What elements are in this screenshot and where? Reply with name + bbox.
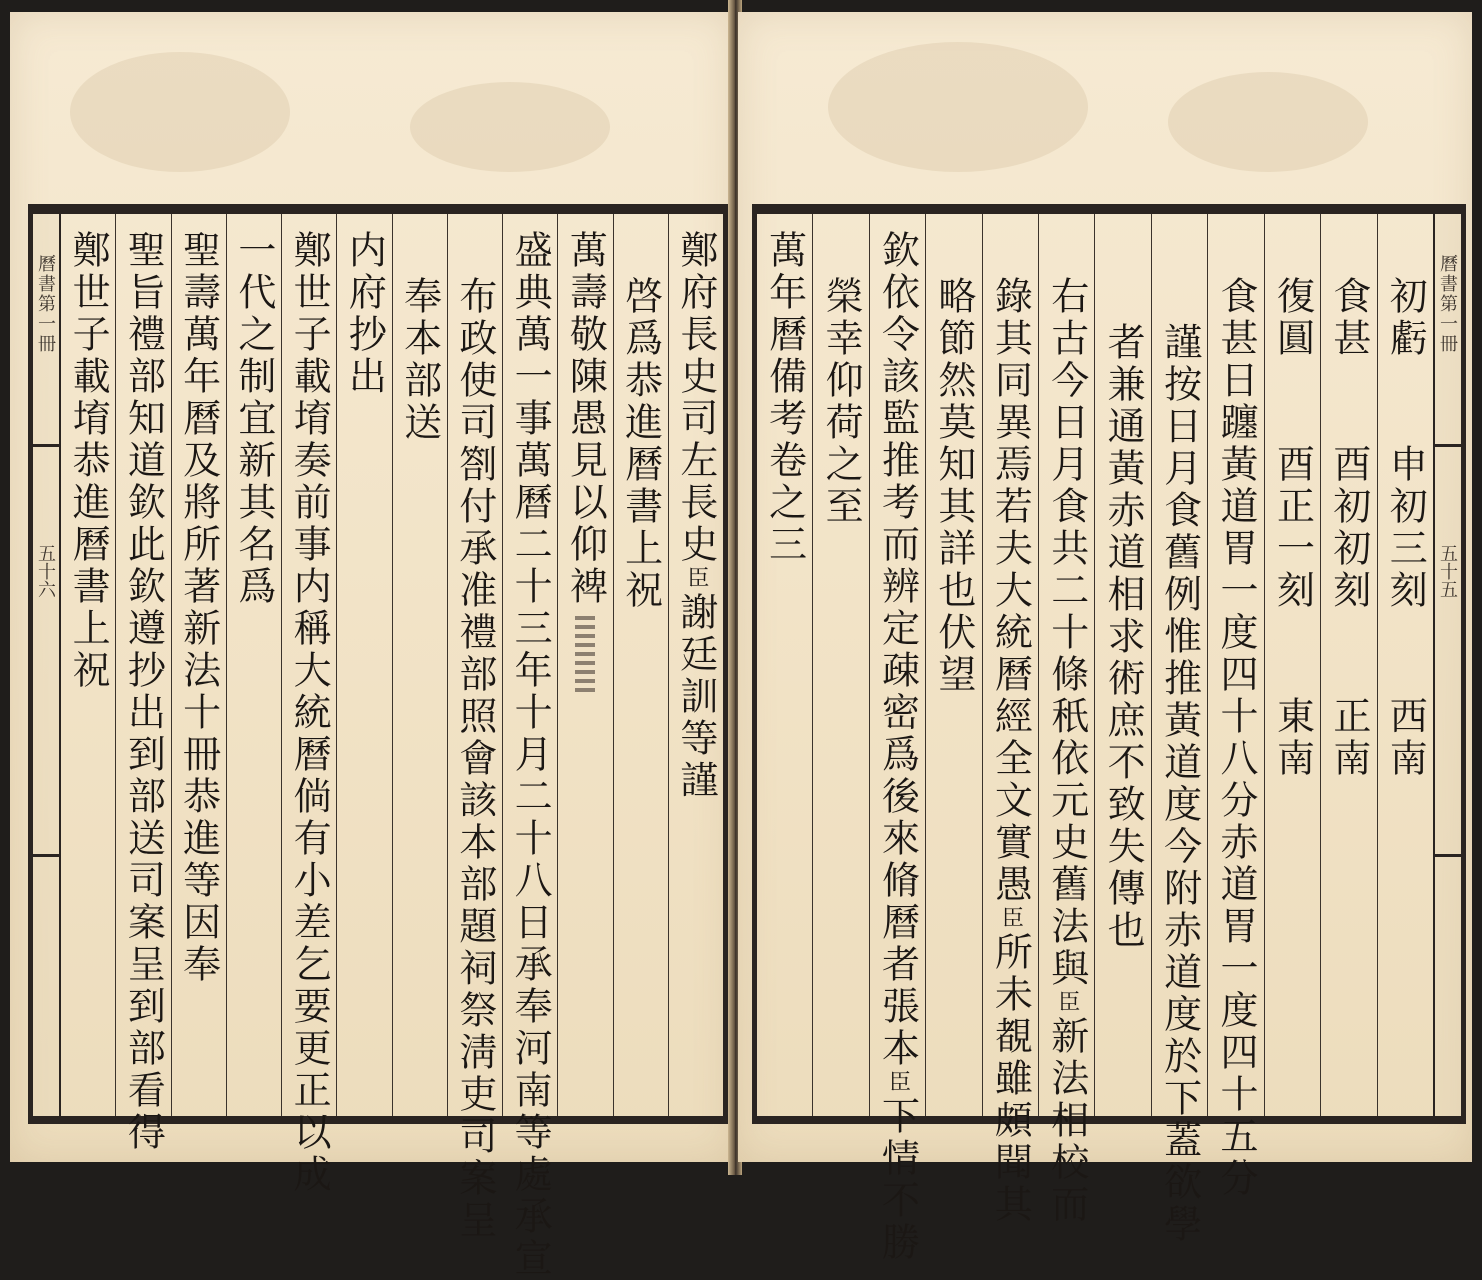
text-column: [1377, 214, 1433, 1116]
column-text: 聖壽萬年曆及將所著新法十冊恭進等因奉: [176, 230, 221, 986]
right-page: [738, 12, 1472, 1264]
column-text: 右古今日月食共二十條秖依元史舊法與: [1044, 276, 1089, 990]
column-text-small: 臣: [1054, 990, 1080, 1016]
text-column: [869, 214, 925, 1264]
column-text: 啓爲恭進曆書上祝: [618, 276, 663, 612]
right-text-frame: [752, 204, 1466, 1264]
column-text-small: 臣: [683, 566, 709, 592]
left-text-frame: [28, 204, 728, 1280]
column-text: 鄭世子載堉恭進曆書上祝: [66, 230, 111, 692]
text-column: [1038, 214, 1094, 1226]
column-text: 復圓 酉正一刻 東南: [1270, 276, 1315, 780]
text-column: [336, 214, 391, 1116]
text-column: [392, 214, 447, 1116]
text-column: [226, 214, 281, 1116]
text-column: [757, 214, 812, 1116]
column-text: 食甚日躔黃道胃一度四十八分赤道胃一度四十五分: [1214, 276, 1259, 1200]
column-text: 謝廷訓等謹: [673, 592, 718, 802]
column-text-small: 臣: [998, 906, 1024, 932]
text-column: [812, 214, 868, 1116]
text-column: [613, 214, 668, 1116]
right-fold-title: 曆書第一冊: [1437, 254, 1458, 354]
column-text: 萬年曆備考卷之三: [762, 230, 807, 566]
column-text: 内府抄出: [342, 230, 387, 398]
right-fold-margin: [1433, 214, 1463, 1116]
left-fold-title: 曆書第一冊: [35, 254, 56, 354]
column-text: 盛典萬一事萬曆二十三年十月二十八日承奉河南等處承宣: [508, 230, 553, 1280]
text-column: [557, 214, 612, 1116]
column-text: 初虧 申初三刻 西南: [1383, 276, 1428, 780]
text-column: [447, 214, 502, 1242]
text-column: [281, 214, 336, 1196]
text-column: [502, 214, 557, 1280]
column-text: 榮幸仰荷之至: [819, 276, 864, 528]
fishtail-mark: [33, 404, 59, 447]
column-text: 鄭世子載堉奏前事内稱大統曆倘有小差乞要更正以成: [287, 230, 332, 1196]
text-column: [1151, 214, 1207, 1246]
column-text: 萬壽敬陳愚見以仰裨: [563, 230, 608, 608]
text-column: [1207, 214, 1263, 1200]
right-fold-page-number: 五十五: [1437, 544, 1458, 598]
column-text: 錄其同異焉若夫大統曆經全文實愚: [988, 276, 1033, 906]
column-text-small: 臣: [885, 1070, 911, 1096]
fishtail-mark: [1435, 404, 1461, 447]
right-columns: [757, 214, 1433, 1264]
column-text: 一代之制宜新其名爲: [231, 230, 276, 608]
fishtail-mark: [1435, 814, 1461, 857]
left-fold-page-number: 五十六: [35, 544, 56, 598]
left-page: [10, 12, 732, 1280]
column-text: 略節然莫知其詳也伏望: [931, 276, 976, 696]
text-column: [982, 214, 1038, 1226]
column-text: 新法相校而: [1044, 1016, 1089, 1226]
text-column: [61, 214, 115, 1116]
column-text: 謹按日月食舊例惟推黃道度今附赤道度於下蓋欲學: [1157, 322, 1202, 1246]
seal-smudge: [575, 616, 595, 696]
column-text: 者兼通黃赤道相求術庶不致失傳也: [1101, 322, 1146, 952]
column-text: 鄭府長史司左長史: [673, 230, 718, 566]
column-text: 食甚 酉初初刻 正南: [1326, 276, 1371, 780]
text-column: [1264, 214, 1320, 1116]
column-text: 奉本部送: [397, 276, 442, 444]
column-text: 欽依令該監推考而辨定疎密爲後來脩曆者張本: [875, 230, 920, 1070]
text-column: [1320, 214, 1376, 1116]
text-column: [171, 214, 226, 1116]
text-column: [1094, 214, 1150, 1116]
fishtail-mark: [33, 814, 59, 857]
column-text: 下情不勝: [875, 1096, 920, 1264]
left-columns: [61, 214, 723, 1280]
text-column: [925, 214, 981, 1116]
column-text: 所未覩雖頗聞其: [988, 932, 1033, 1226]
column-text: 聖旨禮部知道欽此欽遵抄出到部送司案呈到部看得: [121, 230, 166, 1154]
text-column: [668, 214, 723, 1116]
left-fold-margin: [31, 214, 61, 1116]
text-column: [115, 214, 170, 1154]
column-text: 布政使司劄付承准禮部照會該本部題祠祭淸吏司案呈: [452, 276, 497, 1242]
